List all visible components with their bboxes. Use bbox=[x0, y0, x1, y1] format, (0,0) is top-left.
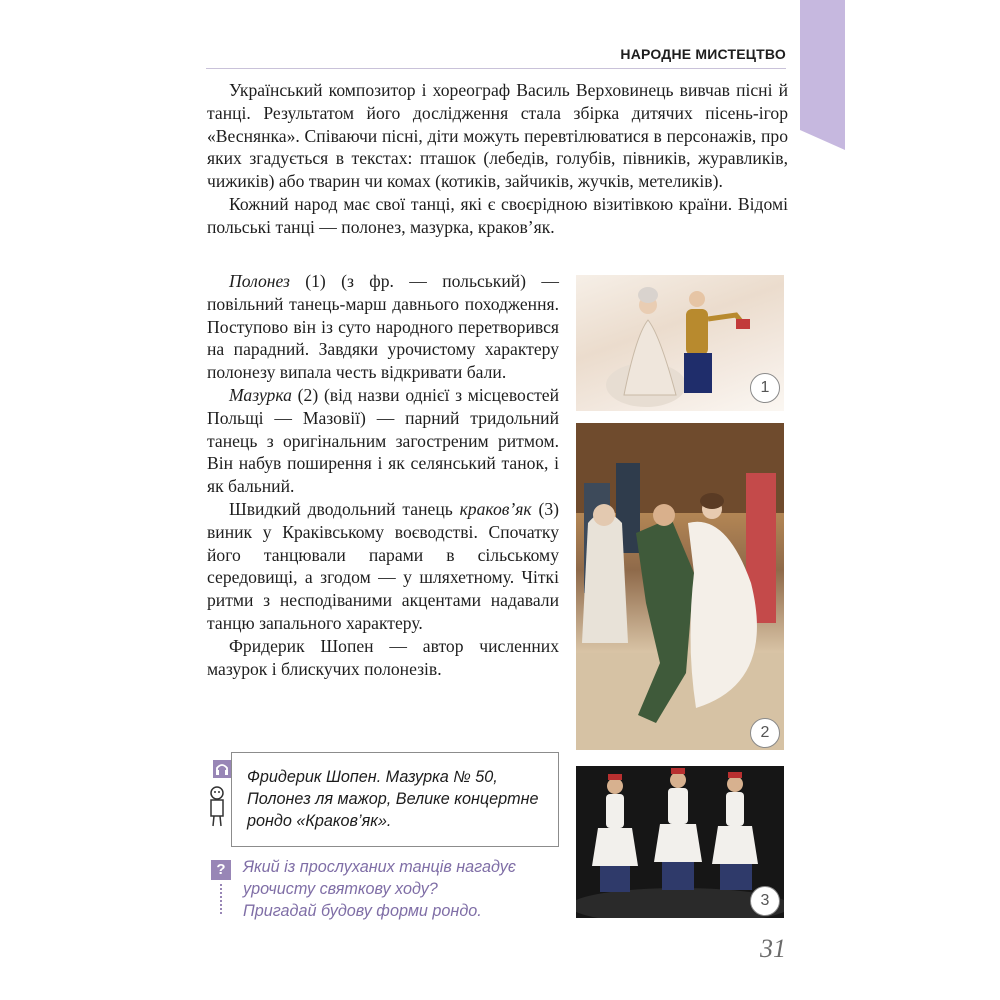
figure-number-1: 1 bbox=[750, 373, 780, 403]
section-tab bbox=[800, 0, 845, 150]
question-text bbox=[243, 856, 563, 922]
section-title: НАРОДНЕ МИСТЕЦТВО bbox=[620, 46, 786, 62]
dances-text bbox=[207, 270, 559, 680]
headphones-icon bbox=[213, 760, 231, 778]
paragraph-polonez: Полонез (1) (з фр. — польський) — повільний танець-марш давнього походження. Поступово він із суто народного перетворився на парадний. Завдяки урочистому характеру полонезу випала честь відкривати бали. bbox=[207, 271, 559, 383]
paragraph-mazurka: Мазурка (2) (від назви однієї з місцевостей Польщі — Мазовії) — парний тридольний танець з оригінальним загостреним ритмом. Він набув поширення і як селянський танок, і як бальний. bbox=[207, 384, 559, 497]
figure-number-3: 3 bbox=[750, 886, 780, 916]
mazurka-illustration bbox=[576, 423, 784, 750]
term-polonez: Полонез bbox=[229, 271, 290, 291]
question-icon: ? bbox=[211, 860, 231, 880]
term-mazurka: Мазурка bbox=[229, 384, 292, 405]
intro-text bbox=[207, 79, 788, 239]
paragraph-chopin: Фридерик Шопен — автор численних мазурок і блискучих полонезів. bbox=[207, 635, 559, 679]
figure-number-2: 2 bbox=[750, 718, 780, 748]
question-dots bbox=[220, 884, 222, 914]
listening-text: Фридерик Шопен. Мазурка № 50, Полонез ля мажор, Велике концертне рондо «Краков’як». bbox=[247, 768, 539, 830]
composer-icon bbox=[205, 785, 229, 827]
question-line-2: Пригадай будову форми рондо. bbox=[243, 902, 482, 920]
paragraph-verkhovynets: Український композитор і хореограф Василь Верховинець вивчав пісні й танці. Результатом його дослідження стала збірка дитячих пісень-ігор «Веснянка». Співаючи пісні, діти можуть перевтілюватися в персонажів, про яких згадується в текстах: пташок (лебедів, голубів, півників, журавликів, чижиків) або тварин чи комах (котиків, зайчиків, жучків, метеликів). bbox=[207, 80, 788, 192]
paragraph-national-dances: Кожний народ має свої танці, які є своєрідною візитівкою країни. Відомі польські танці — полонез, мазурка, краков’як. bbox=[207, 193, 788, 237]
term-krakowiak: краков’як bbox=[459, 498, 532, 519]
header-divider bbox=[206, 68, 786, 69]
page-number: 31 bbox=[760, 934, 786, 963]
question-line-1: Який із прослуханих танців нагадує урочисту святкову ходу? bbox=[243, 858, 516, 898]
paragraph-krakowiak: Швидкий дводольний танець краков’як (3) виник у Краківському воєводстві. Спочатку його танцювали парами в сільському середовищі, а згодом — у шляхетному. Чіткі ритми з несподіваними акцентами надавали танцю запального характеру. bbox=[207, 498, 559, 633]
